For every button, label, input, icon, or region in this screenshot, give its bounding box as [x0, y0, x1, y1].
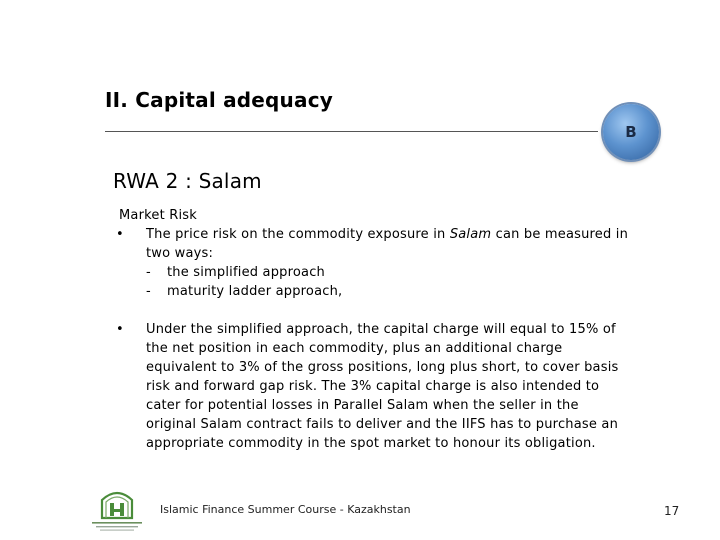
slide-subtitle: RWA 2 : Salam: [113, 169, 262, 193]
badge-letter: B: [625, 123, 637, 141]
section-heading: Market Risk: [119, 208, 197, 223]
bullet-item: [116, 225, 629, 301]
bullet-icon: •: [116, 227, 124, 242]
institution-logo-icon: [88, 484, 146, 534]
bullet-item: [116, 320, 629, 453]
bullet-text-start: The price risk on the commodity exposure in: [146, 227, 450, 242]
bullet-text-end: can be measured in two ways:: [146, 227, 629, 261]
page-number: 17: [664, 504, 680, 518]
footer-course-text: Islamic Finance Summer Course - Kazakhstan: [160, 503, 411, 516]
sub-list-item: [146, 263, 629, 282]
bullet-text: Under the simplified approach, the capital charge will equal to 15% of the net position in each commodity, plus an additional charge equivalent to 3% of the gross positions, long plus short, to cover basis risk and forward gap risk. The 3% capital charge is also intended to cater for potential losses in Parallel Salam when the seller in the original Salam contract fails to deliver and the IIFS has to purchase an appropriate commodity in the spot market to honour its obligation.: [146, 322, 619, 451]
bullet-emphasis: Salam: [449, 227, 492, 242]
sub-item-text: maturity ladder approach,: [167, 284, 343, 299]
bullet-icon: •: [116, 322, 124, 337]
dash-icon: -: [146, 284, 151, 299]
dash-icon: -: [146, 265, 151, 280]
sub-item-text: the simplified approach: [167, 265, 325, 280]
section-badge: [603, 104, 659, 160]
title-divider: [105, 131, 598, 132]
slide-title: II. Capital adequacy: [105, 88, 333, 112]
sub-list-item: [146, 282, 629, 301]
slide-body: [116, 206, 629, 453]
